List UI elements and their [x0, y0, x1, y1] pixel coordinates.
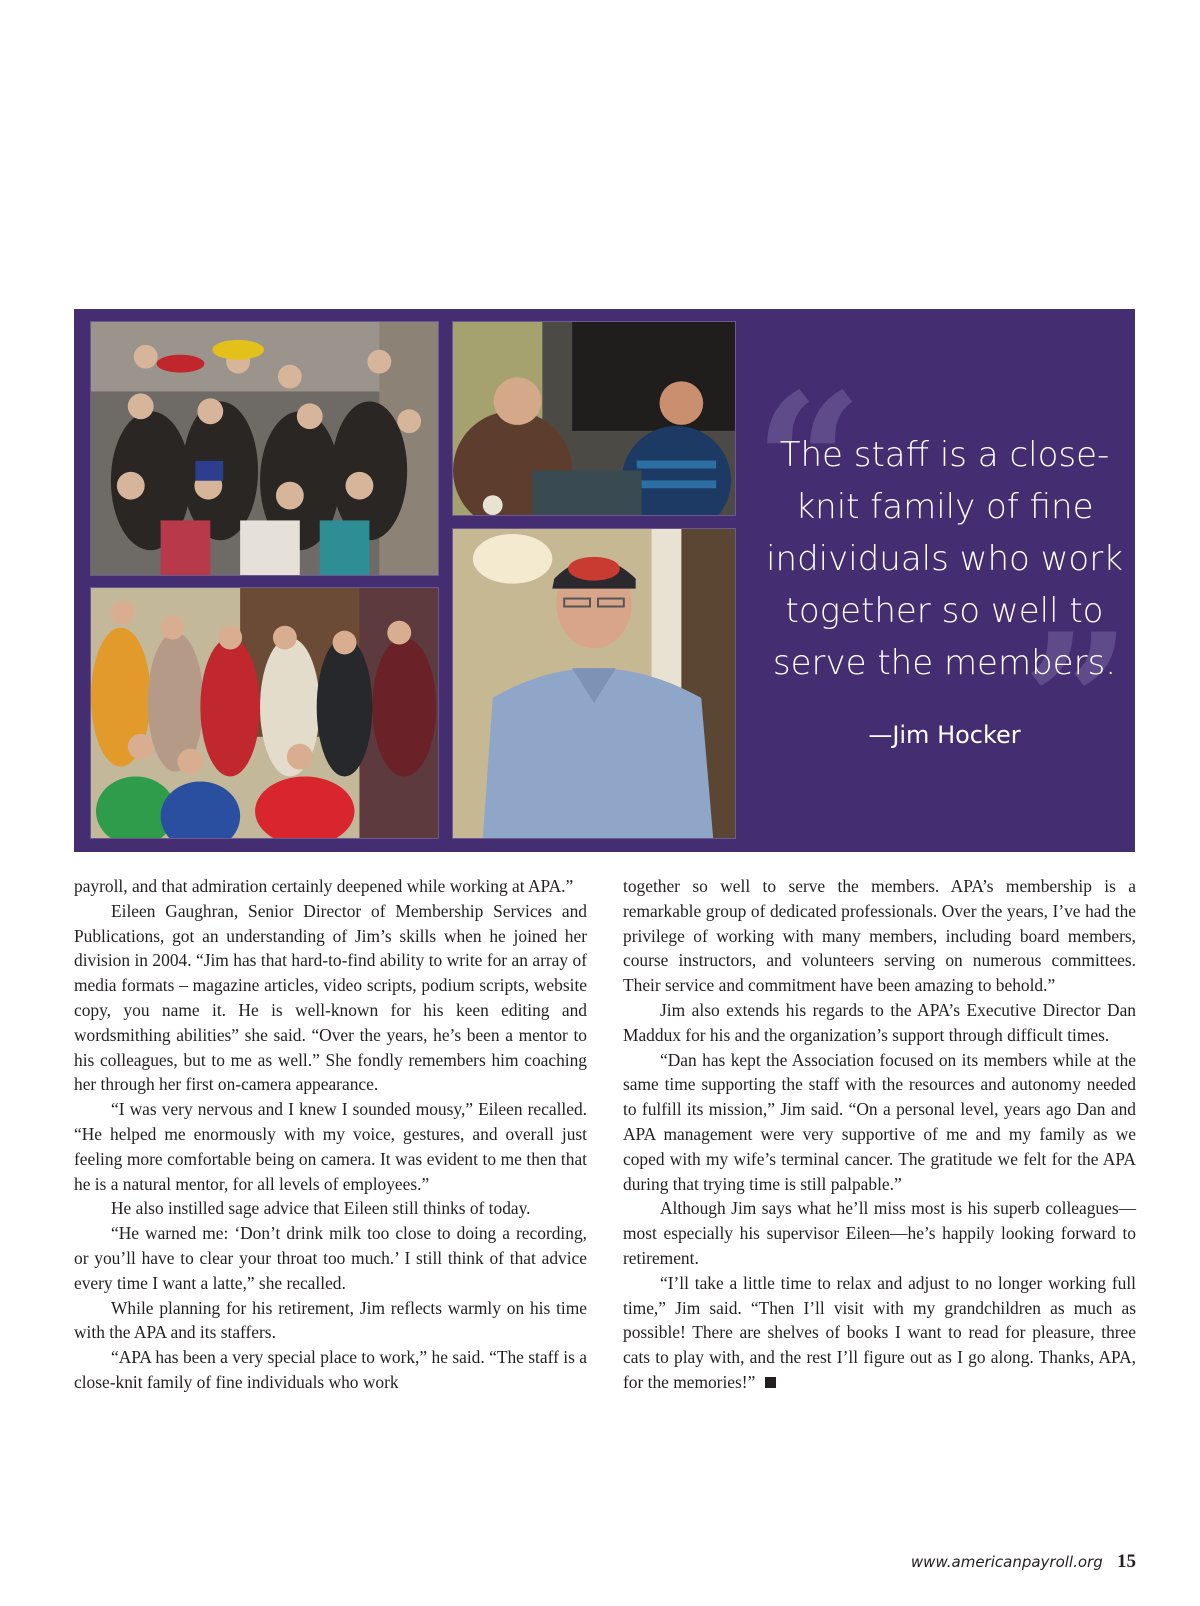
portrait-jim-hocker [452, 528, 736, 839]
paragraph: Jim also extends his regards to the APA’s Executive Director Dan Maddux for his and the organization’s support through difficult times. [623, 999, 1136, 1045]
paragraph-text: “I’ll take a little time to relax and adjust to no longer working full time,” Jim said. “Then I’ll visit with my grandchildren as much as possible! There are shelves of books I want to read for pleasure, three cats to play with, and the rest I’ll figure out as I go along. Thanks, APA, for the memories!” [623, 1272, 1136, 1392]
paragraph: together so well to serve the members. APA’s membership is a remarkable group of dedicated professionals. Over the years, I’ve had the privilege of working with many members, including board members, course instructors, and volunteers serving on numerous committees. Their service and commitment have been amazing to behold.” [623, 876, 1136, 996]
paragraph: Eileen Gaughran, Senior Director of Membership Services and Publications, got an understanding of Jim’s skills when he joined her division in 2004. “Jim has that hard-to-find ability to write for an array of media formats – magazine articles, video scripts, podium scripts, website copy, you name it. He is well-known for his keen editing and wordsmithing abilities” she said. “Over the years, he’s been a mentor to his colleagues, but to me as well.” She fondly remembers him coaching her through her first on-camera appearance. [74, 900, 587, 1095]
paragraph: payroll, and that admiration certainly deepened while working at APA.” [74, 876, 574, 896]
page-footer [911, 1551, 1136, 1573]
paragraph: “I was very nervous and I knew I sounded mousy,” Eileen recalled. “He helped me enormously with my voice, gestures, and overall just feeling more comfortable being on camera. It was evident to me then that he is a natural mentor, for all levels of employees.” [74, 1099, 587, 1194]
photo-jim-at-table [452, 321, 736, 516]
article-column-right [623, 874, 1136, 1395]
group-photo-letter-jackets [90, 587, 439, 839]
paragraph: He also instilled sage advice that Eileen still thinks of today. [111, 1198, 531, 1219]
paragraph: Although Jim says what he’ll miss most is his superb colleagues—most especially his supervisor Eileen—he’s happily looking forward to retirement. [623, 1198, 1136, 1268]
open-quote-icon: “ [754, 352, 864, 575]
paragraph: “Dan has kept the Association focused on its members while at the same time supporting the staff with the resources and autonomy needed to fulfill its mission,” Jim said. “On a personal level, years ago Dan and APA management were very supportive of me and my family as we coped with my wife’s terminal cancer. The gratitude we felt for the APA during that trying time is still palpable.” [623, 1049, 1136, 1194]
footer-url[interactable]: www.americanpayroll.org [910, 1553, 1103, 1571]
pull-quote-text: The staff is a close-knit family of fine individuals who work together so well to serve the members. [766, 435, 1123, 683]
paragraph-last [623, 1271, 1136, 1395]
pull-quote-attribution: —Jim Hocker [868, 721, 1021, 749]
paragraph: While planning for his retirement, Jim reflects warmly on his time with the APA and its staffers. [74, 1297, 587, 1343]
paragraph: “APA has been a very special place to work,” he said. “The staff is a close-knit family of fine individuals who work [74, 1347, 587, 1392]
article-column-left [74, 874, 587, 1395]
paragraph: “He warned me: ‘Don’t drink milk too close to doing a recording, or you’ll have to clear your throat too much.’ I still think of that advice every time I want a latte,” she recalled. [74, 1223, 587, 1293]
close-quote-icon: ” [1022, 592, 1132, 815]
page-number: 15 [1117, 1551, 1136, 1572]
pull-quote [754, 309, 1135, 852]
photo-quote-panel [74, 309, 1135, 852]
end-mark-icon [765, 1377, 776, 1388]
group-photo-costumes [90, 321, 439, 576]
